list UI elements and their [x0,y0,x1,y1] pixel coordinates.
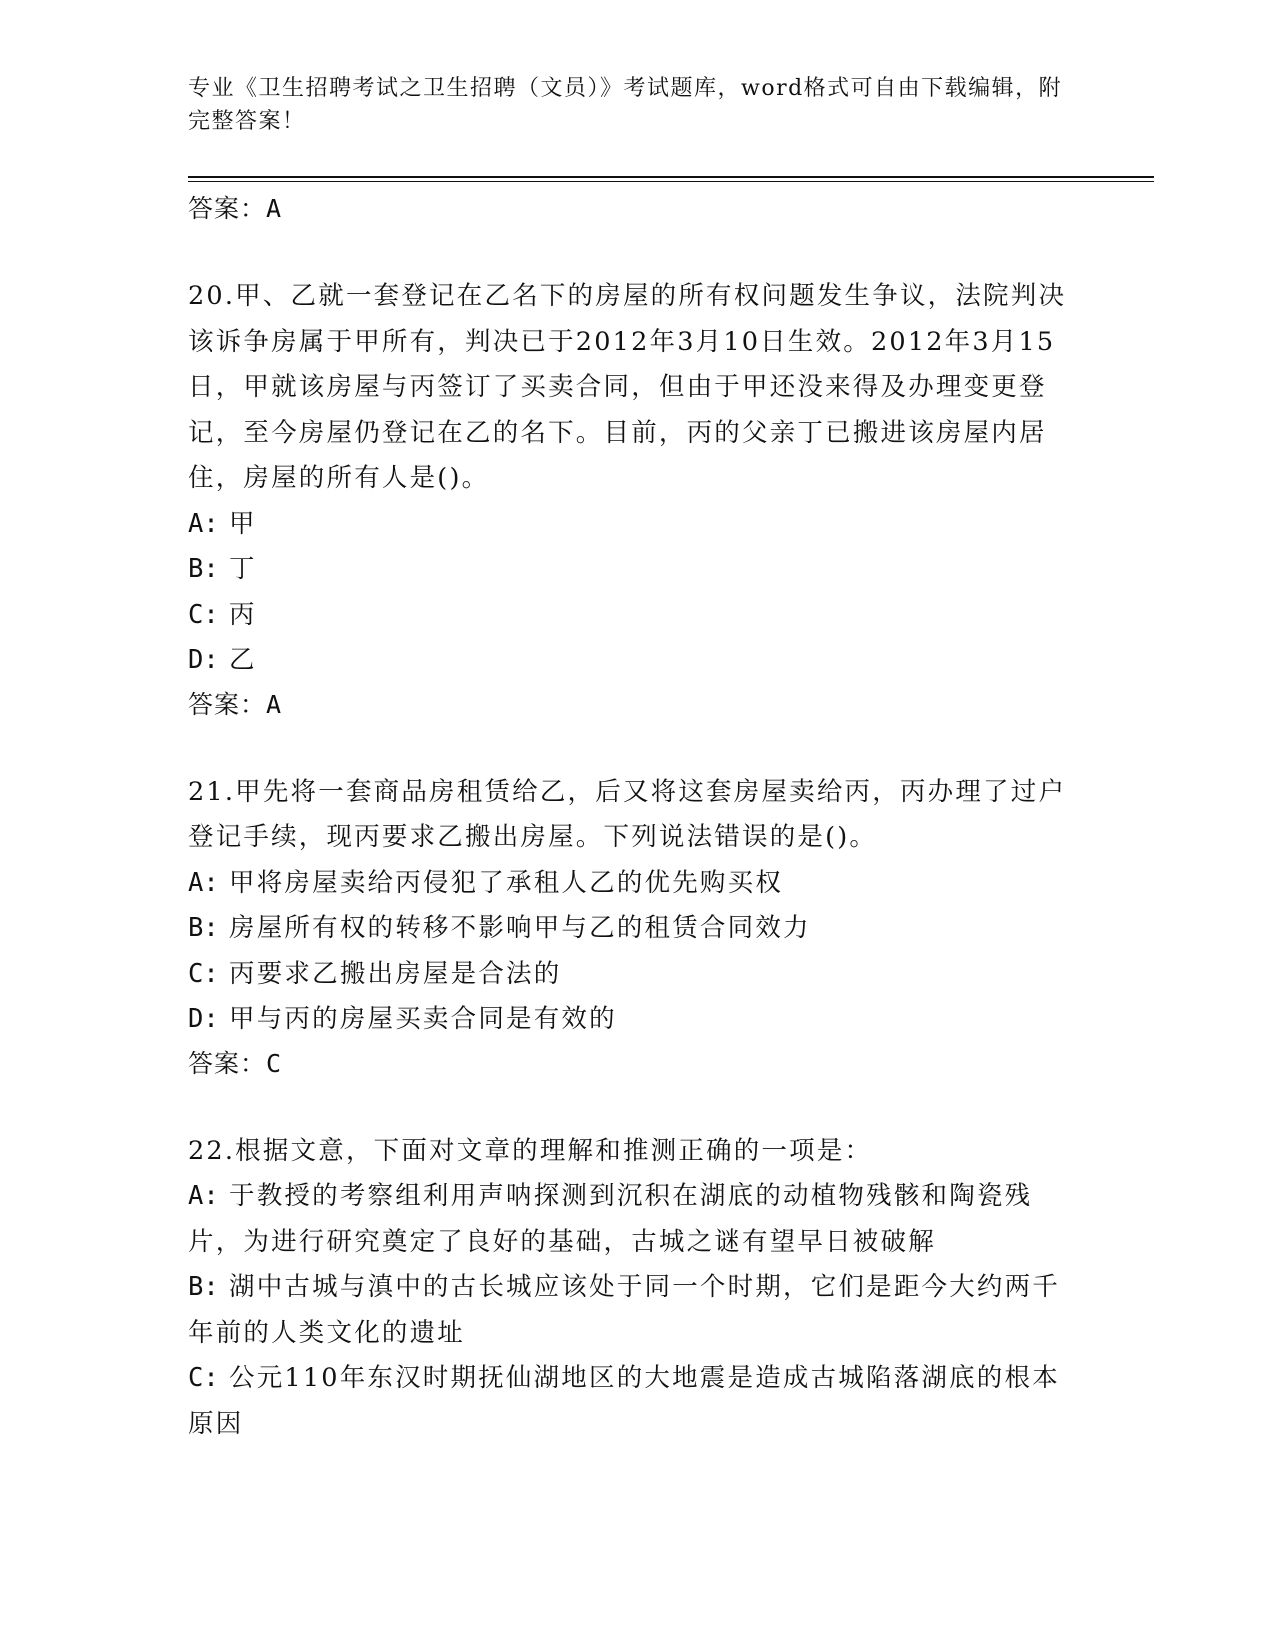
header-rule-thick [188,176,1154,178]
option-c [188,952,1078,998]
option-key: A: [188,1181,219,1211]
document-header [188,72,1068,138]
header-rule-thin [188,181,1154,182]
answer-label: 答案： [188,194,267,223]
option-text: 房屋所有权的转移不影响甲与乙的租赁合同效力 [229,913,811,943]
spacer [188,722,1078,770]
answer-value: A [266,194,283,223]
answer-value: A [266,689,283,719]
option-text: 丙要求乙搬出房屋是合法的 [229,958,562,989]
spacer [188,1081,1078,1129]
option-key: B: [188,913,219,943]
option-b [188,547,1078,593]
question-list [188,192,1078,1447]
spacer [188,226,1078,274]
option-text: 丙 [229,599,257,630]
answer-label: 答案： [188,1048,267,1078]
question-stem: 21.甲先将一套商品房租赁给乙，后又将这套房屋卖给丙，丙办理了过户登记手续，现丙要求乙搬出房屋。下列说法错误的是()。 [188,776,1067,852]
option-text: 于教授的考察组利用声呐探测到沉积在湖底的动植物残骸和陶瓷残片，为进行研究奠定了良好的基础，古城之谜有望早日被破解 [188,1181,1033,1257]
question-20 [188,274,1078,722]
option-a [188,502,1078,548]
previous-answer [188,192,1078,226]
option-d [188,997,1078,1043]
question-answer [188,1047,1078,1081]
option-key: C: [188,1363,219,1393]
option-text: 湖中古城与滇中的古长城应该处于同一个时期，它们是距今大约两千年前的人类文化的遗址 [188,1272,1061,1348]
option-c [188,1356,1078,1447]
option-key: B: [188,554,219,584]
option-key: D: [188,645,219,675]
option-text: 甲与丙的房屋买卖合同是有效的 [229,1004,617,1034]
question-stem: 22.根据文意，下面对文章的理解和推测正确的一项是： [188,1135,873,1166]
option-key: C: [188,599,219,630]
question-22 [188,1129,1078,1448]
option-key: D: [188,1004,219,1034]
option-c [188,593,1078,639]
answer-label: 答案： [188,689,267,719]
question-answer [188,688,1078,722]
option-a [188,1174,1078,1265]
option-key: A: [188,508,219,539]
answer-value: C [266,1048,283,1078]
option-text: 甲将房屋卖给丙侵犯了承租人乙的优先购买权 [229,867,784,898]
option-text: 乙 [229,645,257,675]
question-21 [188,770,1078,1081]
option-key: C: [188,958,219,989]
option-a [188,861,1078,907]
option-text: 公元110年东汉时期抚仙湖地区的大地震是造成古城陷落湖底的根本原因 [188,1363,1060,1439]
option-d [188,638,1078,684]
option-text: 丁 [229,554,257,584]
option-key: B: [188,1272,219,1302]
option-text: 甲 [229,508,257,539]
question-stem: 20.甲、乙就一套登记在乙名下的房屋的所有权问题发生争议，法院判决该诉争房属于甲所有，判决已于2012年3月10日生效。2012年3月15日，甲就该房屋与丙签订了买卖合同，但由于甲还没来得及办理变更登记，至今房屋仍登记在乙的名下。目前，丙的父亲丁已搬进该房屋内居住，房屋的所有人是()。 [188,281,1067,493]
option-b [188,906,1078,952]
header-text: 专业《卫生招聘考试之卫生招聘（文员）》考试题库，word格式可自由下载编辑，附完整答案！ [188,76,1063,134]
option-key: A: [188,867,219,898]
option-b [188,1265,1078,1356]
